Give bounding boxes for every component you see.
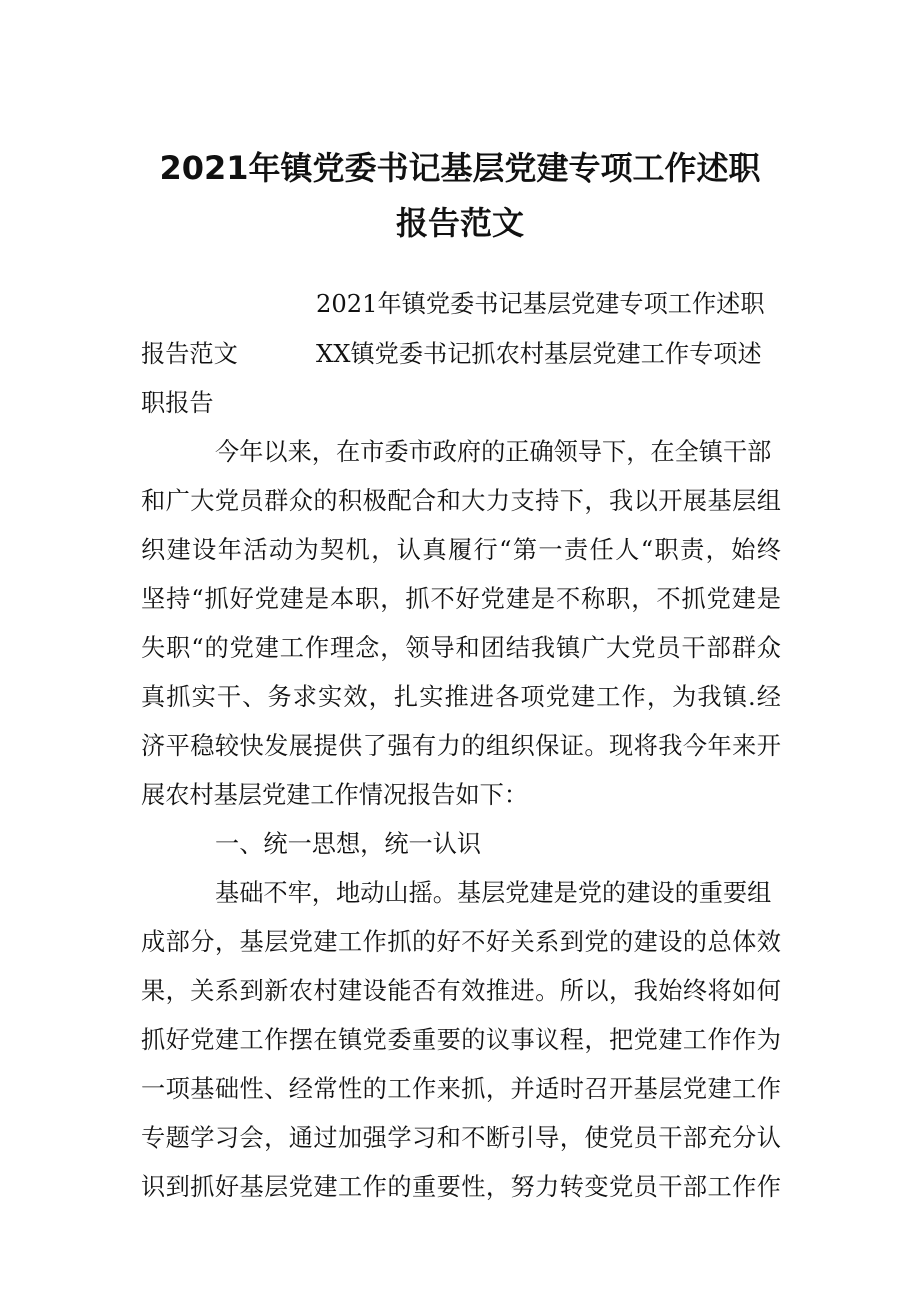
paragraph-line: 今年以来，在市委市政府的正确领导下，在全镇干部 [215, 438, 772, 466]
subtitle-text: 2021年镇党委书记基层党建专项工作述职 [316, 290, 765, 318]
section-heading: 一、统一思想，统一认识 [215, 830, 482, 858]
paragraph-line: 织建设年活动为契机，认真履行“第一责任人“职责，始终 [141, 536, 781, 564]
paragraph-line: 济平稳较快发展提供了强有力的组织保证。现将我今年来开 [141, 732, 781, 760]
document-title-line-1: 2021年镇党委书记基层党建专项工作述职 [159, 149, 761, 187]
subtitle-text: 报告范文 [141, 340, 238, 368]
paragraph-line: 坚持“抓好党建是本职，抓不好党建是不称职，不抓党建是 [141, 585, 781, 613]
subtitle-text: XX镇党委书记抓农村基层党建工作专项述 [316, 340, 762, 368]
paragraph-line: 成部分，基层党建工作抓的好不好关系到党的建设的总体效 [141, 928, 781, 956]
paragraph-line: 一项基础性、经常性的工作来抓，并适时召开基层党建工作 [141, 1075, 781, 1103]
paragraph-line: 失职“的党建工作理念，领导和团结我镇广大党员干部群众 [141, 634, 781, 662]
paragraph-line: 专题学习会，通过加强学习和不断引导，使党员干部充分认 [141, 1124, 781, 1152]
paragraph-line: 果，关系到新农村建设能否有效推进。所以，我始终将如何 [141, 977, 781, 1005]
paragraph-line: 识到抓好基层党建工作的重要性，努力转变党员干部工作作 [141, 1173, 781, 1201]
paragraph-line: 抓好党建工作摆在镇党委重要的议事议程，把党建工作作为 [141, 1026, 781, 1054]
paragraph-line: 展农村基层党建工作情况报告如下： [141, 781, 529, 809]
paragraph-line: 和广大党员群众的积极配合和大力支持下，我以开展基层组 [141, 487, 781, 515]
subtitle-text: 职报告 [141, 389, 214, 417]
paragraph-line: 真抓实干、务求实效，扎实推进各项党建工作，为我镇.经 [141, 683, 781, 711]
paragraph-line: 基础不牢，地动山摇。基层党建是党的建设的重要组 [215, 879, 772, 907]
document-title-line-2: 报告范文 [395, 204, 524, 242]
